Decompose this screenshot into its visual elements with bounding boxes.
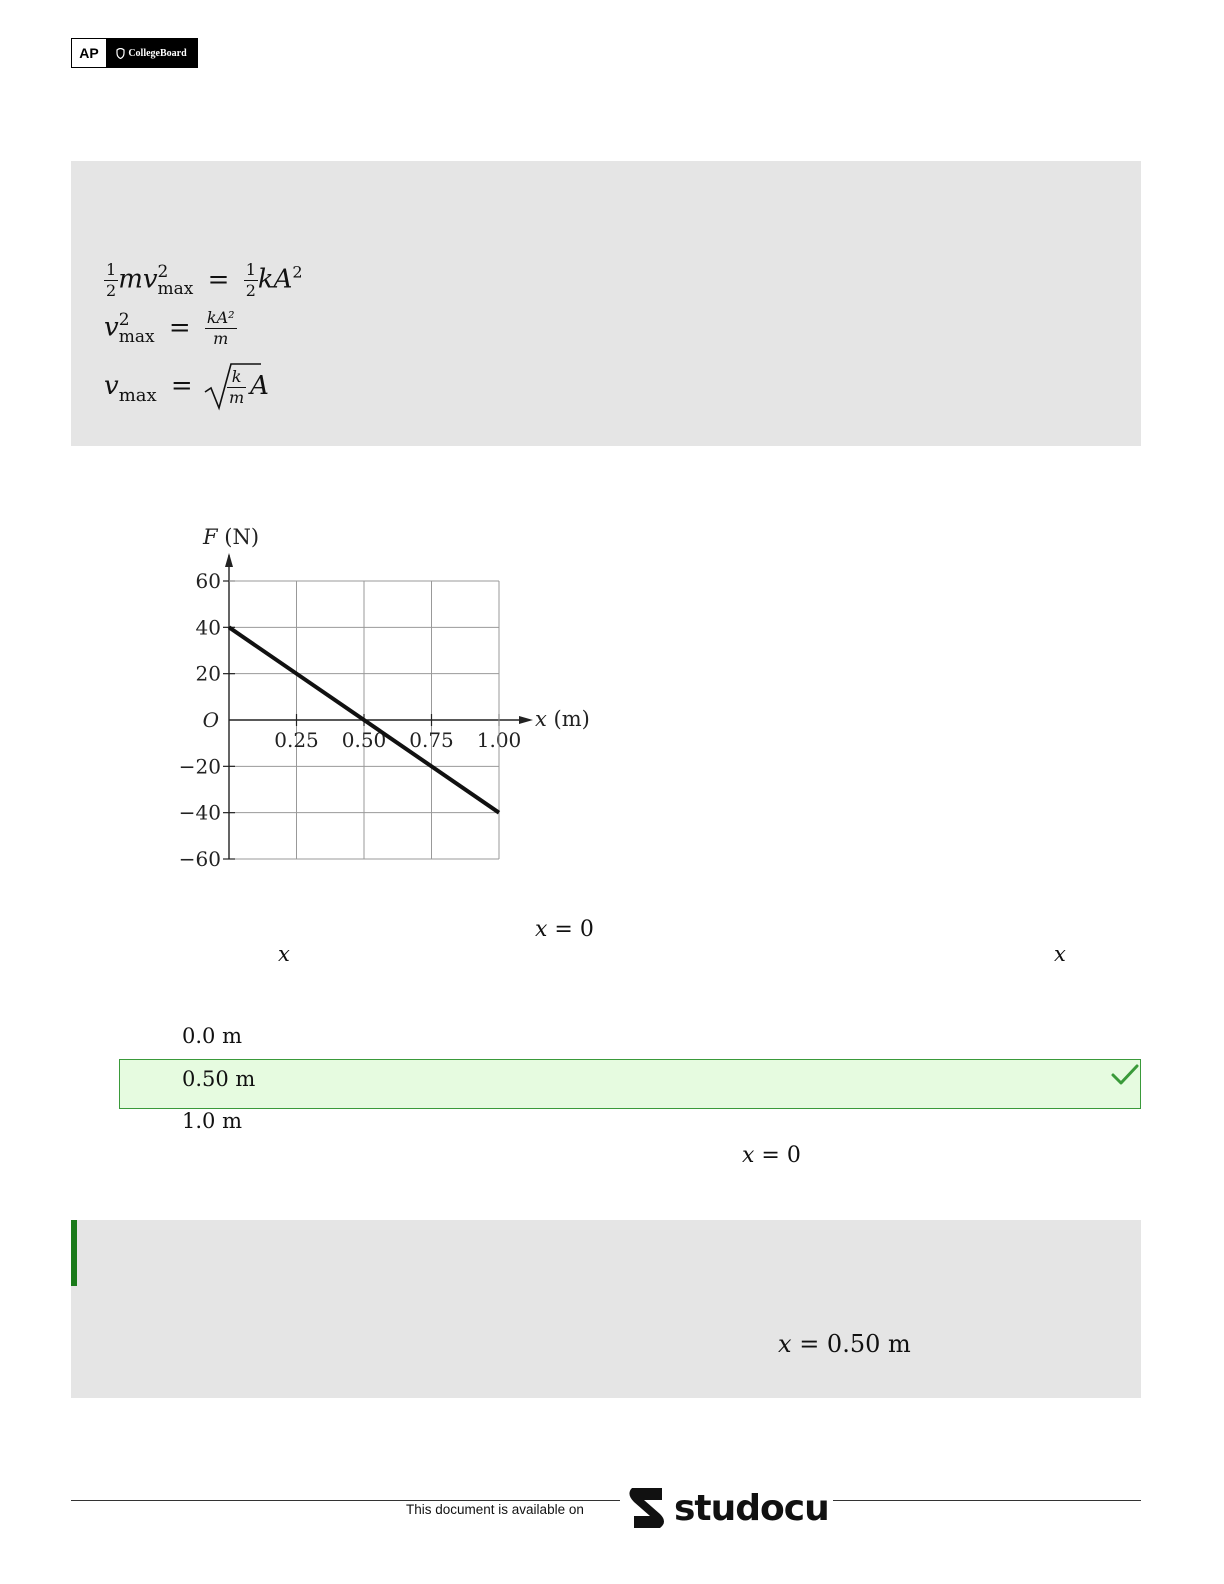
eq2-lhs-sup: 2	[118, 309, 130, 330]
equation-energy	[104, 262, 303, 299]
eq2-lhs-var: v	[104, 312, 119, 343]
eq1-lhs-num: 1	[106, 260, 117, 279]
eq1-lhs-sub: max	[157, 278, 194, 299]
eq1-rhs-den: 2	[245, 281, 256, 300]
studocu-wordmark: studocu	[674, 1487, 829, 1529]
studocu-logo[interactable]	[620, 1484, 833, 1532]
inline-math-x0-b-var: x	[742, 1143, 755, 1168]
ap-logo-text: AP	[79, 45, 99, 61]
inline-math-answer-var: x	[778, 1330, 792, 1358]
y-tick-label-5: −60	[178, 847, 221, 871]
x-axis-arrow-icon	[519, 716, 533, 724]
inline-math-x0-a-var: x	[535, 917, 548, 942]
x-axis-label	[535, 707, 590, 731]
force-vs-position-chart	[170, 520, 610, 880]
y-axis-arrow-icon	[225, 553, 233, 567]
y-axis-label-unit: (N)	[217, 525, 260, 549]
footer-divider	[71, 1500, 1141, 1501]
choice-a[interactable]: 0.0 m	[182, 1024, 242, 1048]
eq2-lhs-sub: max	[118, 326, 155, 347]
inline-math-x0-b-eq: = 0	[761, 1143, 801, 1168]
ap-collegeboard-logo	[71, 38, 198, 68]
y-tick-label-2: 20	[195, 661, 221, 686]
eq3-equals: =	[170, 371, 193, 401]
eq1-rhs-num: 1	[245, 260, 256, 279]
eq2-equals: =	[168, 312, 191, 343]
check-icon	[1110, 1062, 1140, 1088]
y-tick-label-4: −40	[178, 800, 221, 825]
inline-math-x-right: x	[1054, 942, 1066, 966]
footer-available-text: This document is available on	[406, 1502, 584, 1517]
acorn-icon	[116, 48, 125, 59]
y-axis-label-var: F	[203, 525, 218, 549]
x-tick-label-0: 0.25	[274, 728, 319, 752]
answer-accent-bar	[71, 1220, 77, 1286]
equation-vmax-squared	[104, 310, 237, 347]
choice-c[interactable]: 1.0 m	[182, 1109, 242, 1133]
eq1-rhs-sup: 2	[292, 262, 303, 282]
inline-math-x0-a-eq: = 0	[554, 917, 594, 942]
eq2-rhs-den: m	[213, 329, 229, 348]
choice-b[interactable]: 0.50 m	[182, 1067, 256, 1091]
eq1-lhs-var: mv	[118, 264, 158, 295]
inline-math-x0-b	[742, 1143, 801, 1168]
eq1-rhs-var: kA	[257, 264, 293, 295]
eq1-lhs-sup: 2	[157, 261, 169, 282]
studocu-mark-icon	[624, 1484, 670, 1532]
y-tick-label-1: 40	[195, 615, 221, 640]
eq3-lhs-var: v	[104, 371, 119, 401]
inline-math-answer-eq: = 0.50 m	[799, 1330, 911, 1358]
equation-vmax	[104, 362, 269, 412]
x-tick-label-1: 0.50	[341, 728, 387, 752]
x-axis-label-unit: (m)	[546, 707, 590, 731]
eq1-equals: =	[207, 264, 230, 295]
inline-math-answer	[778, 1330, 911, 1358]
collegeboard-logo-text: CollegeBoard	[128, 47, 187, 59]
inline-math-x-left: x	[278, 942, 290, 966]
eq3-rad-den: m	[228, 387, 245, 407]
eq2-rhs-num: kA²	[206, 308, 235, 327]
solution-panel-bottom	[71, 1220, 1141, 1398]
eq1-lhs-den: 2	[106, 281, 117, 300]
correct-choice-highlight	[119, 1059, 1141, 1109]
inline-math-x0-a	[535, 917, 594, 942]
x-tick-label-2: 0.75	[409, 728, 454, 752]
x-axis-label-var: x	[535, 707, 547, 731]
collegeboard-logo	[106, 39, 197, 67]
x-tick-label-3: 1.00	[476, 728, 522, 752]
y-tick-label-0: 60	[195, 569, 221, 593]
eq3-rad-num: k	[227, 369, 246, 388]
y-axis-label	[202, 525, 259, 549]
y-tick-label-3: −20	[178, 754, 221, 779]
eq3-tail: A	[250, 371, 269, 401]
eq3-lhs-sub: max	[118, 385, 157, 406]
origin-label: O	[202, 708, 219, 732]
